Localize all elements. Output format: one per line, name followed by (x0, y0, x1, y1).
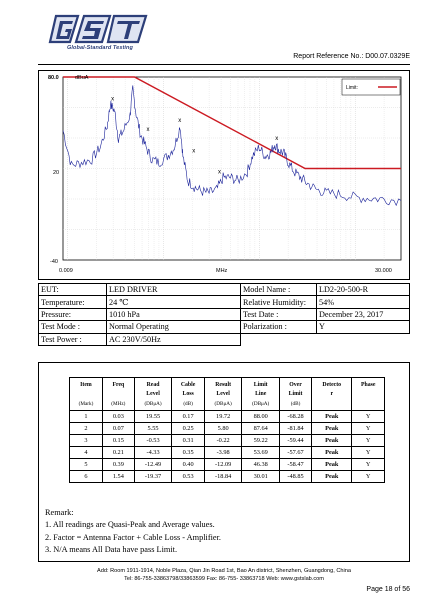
x-unit-label: MHz (216, 268, 228, 274)
test-power-value: AC 230V/50Hz (107, 333, 241, 345)
y-tick-top: 80.0 (48, 75, 59, 81)
table-cell: Y (352, 423, 385, 435)
column-header (102, 389, 134, 400)
table-header-row (70, 378, 385, 389)
column-header: Detecto (312, 378, 352, 389)
table-cell: -19.37 (134, 471, 172, 483)
column-header: Limit (279, 389, 311, 400)
table-cell: 19.72 (204, 411, 242, 423)
table-cell: -18.84 (204, 471, 242, 483)
table-row (39, 284, 410, 296)
report-reference: Report Reference No.: D00.07.0329E (293, 53, 410, 60)
column-header: Phase (352, 378, 385, 389)
test-mode-value: Normal Operating (107, 321, 241, 333)
table-cell: 0.17 (172, 411, 205, 423)
header-divider (38, 64, 410, 65)
logo-tagline: Global-Standard Testing (67, 45, 133, 51)
peak-marker: x (192, 148, 196, 155)
column-header: Read (134, 378, 172, 389)
table-cell: Peak (312, 411, 352, 423)
table-cell: -59.44 (279, 435, 311, 447)
temperature-value: 24 ℃ (107, 296, 241, 308)
table-row (39, 308, 410, 320)
column-header (70, 389, 103, 400)
table-row (70, 435, 385, 447)
eut-label: EUT: (39, 284, 107, 296)
table-cell: -68.28 (279, 411, 311, 423)
humidity-label: Relative Humidity: (241, 296, 317, 308)
table-cell: -12.49 (134, 459, 172, 471)
table-cell: 0.39 (102, 459, 134, 471)
table-cell: -58.47 (279, 459, 311, 471)
table-cell: -0.22 (204, 435, 242, 447)
table-cell: 4 (70, 447, 103, 459)
table-row (39, 321, 410, 333)
table-cell: 0.31 (172, 435, 205, 447)
company-logo (48, 12, 152, 52)
table-cell: -48.85 (279, 471, 311, 483)
column-header: Level (134, 389, 172, 400)
table-cell: Peak (312, 447, 352, 459)
x-tick-start: 0.009 (59, 268, 73, 274)
remark-line: 2. Factor = Antenna Factor + Cable Loss - Amplifier. (45, 532, 221, 542)
column-header: (DBμA) (134, 400, 172, 411)
table-cell: 19.55 (134, 411, 172, 423)
table-cell: -57.67 (279, 447, 311, 459)
table-cell: Y (352, 411, 385, 423)
column-header (312, 400, 352, 411)
table-cell: 0.53 (172, 471, 205, 483)
column-header (352, 389, 385, 400)
table-row (70, 459, 385, 471)
table-cell: -12.09 (204, 459, 242, 471)
table-cell: Peak (312, 459, 352, 471)
y-unit-label: dBuA (75, 75, 89, 81)
gst-logo-icon (48, 12, 152, 46)
test-power-label: Test Power : (39, 333, 107, 345)
temperature-label: Temperature: (39, 296, 107, 308)
eut-info-table (38, 283, 410, 346)
empty-cell (317, 333, 410, 345)
table-cell: 5.80 (204, 423, 242, 435)
table-cell: 46.38 (242, 459, 280, 471)
column-header: (DBμA) (204, 400, 242, 411)
table-cell: 0.40 (172, 459, 205, 471)
column-header: Result (204, 378, 242, 389)
column-header: Over (279, 378, 311, 389)
emission-chart (38, 70, 410, 280)
table-cell: 5.55 (134, 423, 172, 435)
table-cell: -0.53 (134, 435, 172, 447)
table-cell: Peak (312, 423, 352, 435)
table-cell: 0.07 (102, 423, 134, 435)
humidity-value: 54% (317, 296, 410, 308)
table-cell: 0.15 (102, 435, 134, 447)
footer-contact: Tel: 86-755-33863798/33863599 Fax: 86-755- 33863718 Web: www.gstslab.com (124, 576, 324, 582)
pressure-label: Pressure: (39, 308, 107, 320)
y-tick-bottom: -40 (50, 259, 58, 265)
peak-marker: x (218, 169, 222, 176)
table-row (70, 471, 385, 483)
column-header: (MHz) (102, 400, 134, 411)
pressure-value: 1010 hPa (107, 308, 241, 320)
test-date-label: Test Date : (241, 308, 317, 320)
table-cell: 0.21 (102, 447, 134, 459)
remark-title: Remark: (45, 508, 74, 517)
peak-marker: x (146, 126, 150, 133)
table-cell: 87.64 (242, 423, 280, 435)
table-cell: Y (352, 459, 385, 471)
emission-chart-svg (39, 71, 411, 281)
peak-marker: x (275, 136, 279, 143)
table-row (39, 333, 410, 345)
column-header: Loss (172, 389, 205, 400)
column-header: Level (204, 389, 242, 400)
table-cell: Peak (312, 471, 352, 483)
table-cell: Peak (312, 435, 352, 447)
test-mode-label: Test Mode : (39, 321, 107, 333)
table-cell: 2 (70, 423, 103, 435)
polarization-label: Polarization : (241, 321, 317, 333)
column-header: Freq (102, 378, 134, 389)
table-row (70, 411, 385, 423)
table-cell: -3.98 (204, 447, 242, 459)
column-header: Cable (172, 378, 205, 389)
column-header: Item (70, 378, 103, 389)
column-header: Limit (242, 378, 280, 389)
table-cell: 88.00 (242, 411, 280, 423)
table-row (70, 423, 385, 435)
table-cell: Y (352, 471, 385, 483)
column-header: (dB) (172, 400, 205, 411)
table-cell: 53.69 (242, 447, 280, 459)
table-row (70, 447, 385, 459)
column-header (352, 400, 385, 411)
table-cell: Y (352, 447, 385, 459)
table-cell: 1 (70, 411, 103, 423)
column-header: (DBμA) (242, 400, 280, 411)
remark-line: 1. All readings are Quasi-Peak and Average values. (45, 520, 215, 530)
y-tick-mid: 20 (53, 170, 60, 176)
test-date-value: December 23, 2017 (317, 308, 410, 320)
table-cell: -81.84 (279, 423, 311, 435)
table-cell: 5 (70, 459, 103, 471)
remark-line: 3. N/A means All Data have pass Limit. (45, 545, 178, 555)
column-header: r (312, 389, 352, 400)
legend-label: Limit: (346, 85, 358, 91)
table-cell: 6 (70, 471, 103, 483)
column-header: Line (242, 389, 280, 400)
footer-address: Add: Room 1911-1914, Noble Plaza, Qian Jin Road 1st, Bao An district, Shenzhen, Guangdong, China (97, 568, 351, 574)
model-name-value: LD2-20-500-R (317, 284, 410, 296)
results-table (69, 377, 385, 483)
table-cell: 3 (70, 435, 103, 447)
polarization-value: Y (317, 321, 410, 333)
table-cell: 0.25 (172, 423, 205, 435)
table-header-row (70, 400, 385, 411)
table-cell: 0.03 (102, 411, 134, 423)
column-header: (Mark) (70, 400, 103, 411)
peak-marker: x (111, 96, 115, 103)
table-header-row (70, 389, 385, 400)
page-number: Page 18 of 56 (366, 586, 410, 593)
column-header: (dB) (279, 400, 311, 411)
table-cell: Y (352, 435, 385, 447)
x-tick-end: 30.000 (375, 268, 392, 274)
table-cell: 1.54 (102, 471, 134, 483)
eut-value: LED DRIVER (107, 284, 241, 296)
model-name-label: Model Name : (241, 284, 317, 296)
table-cell: 59.22 (242, 435, 280, 447)
table-cell: -4.33 (134, 447, 172, 459)
remark-section (45, 507, 221, 557)
table-cell: 0.35 (172, 447, 205, 459)
empty-cell (241, 333, 317, 345)
table-cell: 30.01 (242, 471, 280, 483)
table-row (39, 296, 410, 308)
peak-marker: x (178, 117, 182, 124)
